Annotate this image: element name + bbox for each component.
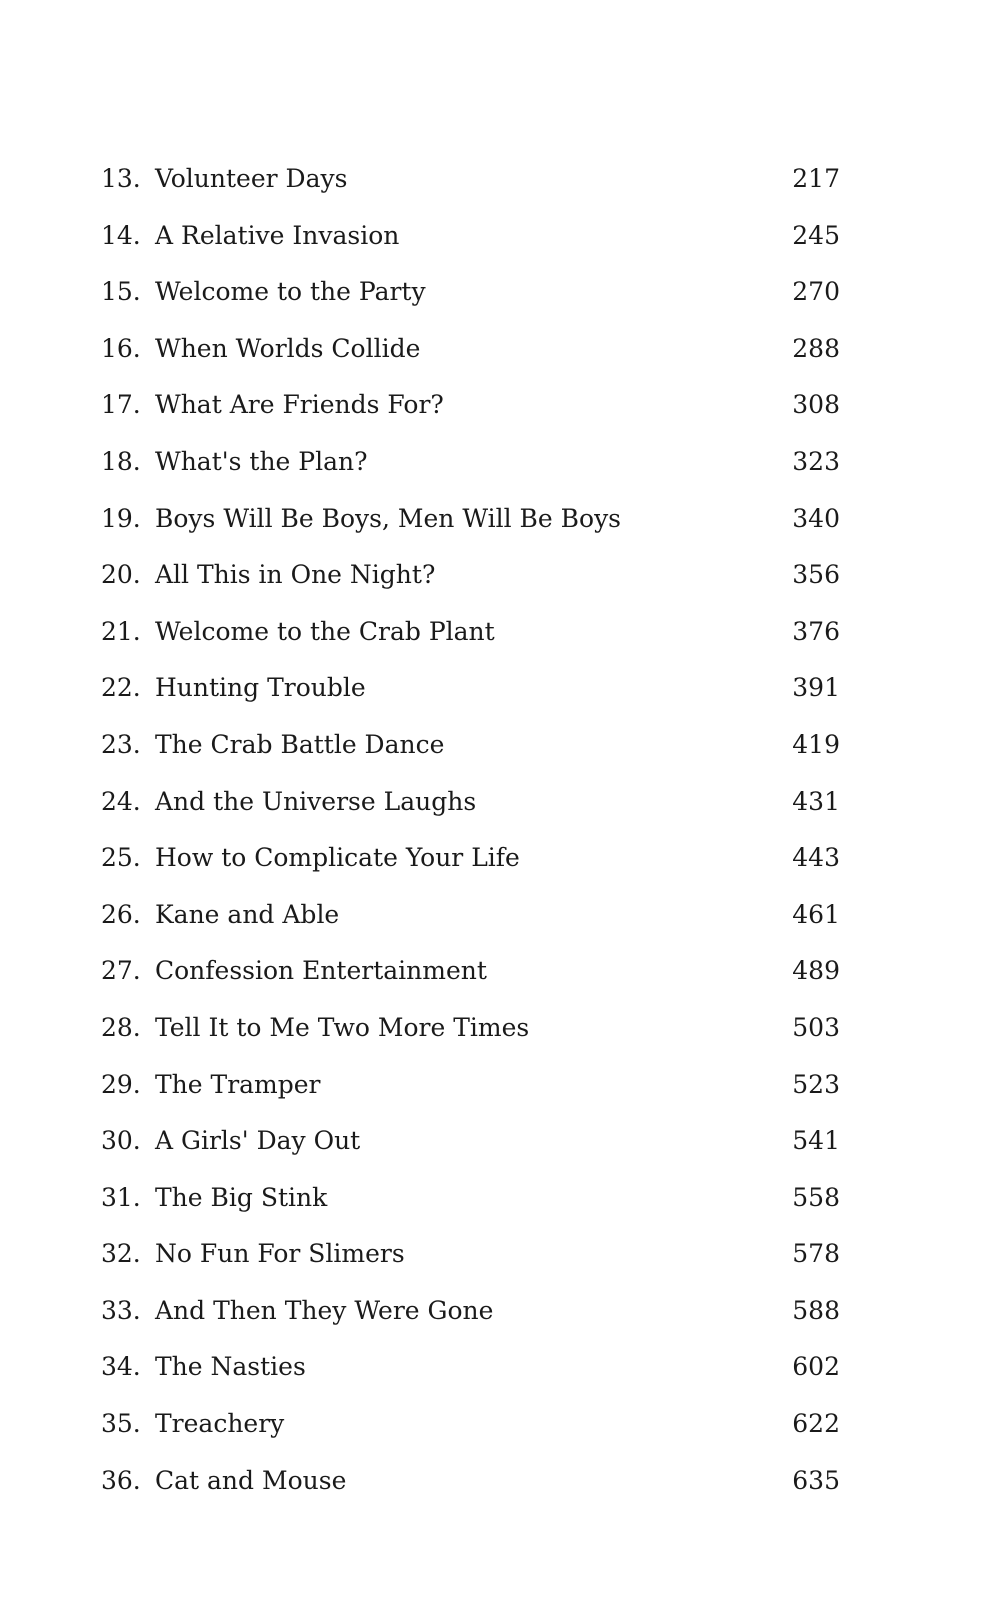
chapter-title: Kane and Able bbox=[155, 899, 340, 929]
chapter-title: When Worlds Collide bbox=[155, 333, 421, 363]
toc-entry bbox=[101, 675, 840, 732]
toc-entry bbox=[101, 899, 840, 959]
toc-entry bbox=[101, 1354, 840, 1411]
chapter-number: 24. bbox=[101, 786, 141, 816]
page-number: 503 bbox=[792, 1012, 840, 1042]
chapter-number: 31. bbox=[101, 1182, 141, 1212]
chapter-title: The Tramper bbox=[155, 1069, 321, 1099]
toc-entry bbox=[101, 729, 840, 789]
page-number: 635 bbox=[792, 1465, 840, 1495]
toc-entry bbox=[101, 1295, 840, 1355]
page-number: 308 bbox=[792, 390, 840, 420]
chapter-title: Hunting Trouble bbox=[155, 673, 366, 703]
page-number: 588 bbox=[792, 1295, 840, 1325]
toc-entry bbox=[101, 845, 840, 902]
chapter-title: Volunteer Days bbox=[155, 164, 348, 193]
page-number: 288 bbox=[792, 333, 840, 363]
chapter-number: 27. bbox=[101, 956, 141, 986]
chapter-title: Confession Entertainment bbox=[155, 956, 487, 986]
chapter-number: 14. bbox=[101, 220, 141, 250]
chapter-title: What's the Plan? bbox=[155, 446, 368, 476]
chapter-number: 30. bbox=[101, 1126, 141, 1156]
toc-entry bbox=[101, 1182, 840, 1242]
chapter-number: 18. bbox=[101, 446, 141, 476]
page-number: 489 bbox=[792, 956, 840, 986]
chapter-title: A Girls' Day Out bbox=[155, 1126, 361, 1156]
page-number: 376 bbox=[792, 616, 840, 646]
toc-entry bbox=[101, 1012, 840, 1072]
chapter-number: 32. bbox=[101, 1239, 141, 1269]
toc-entry bbox=[101, 616, 840, 676]
page-number: 622 bbox=[792, 1409, 840, 1439]
toc-entry bbox=[101, 392, 840, 449]
chapter-title: The Crab Battle Dance bbox=[155, 729, 445, 759]
chapter-number: 29. bbox=[101, 1069, 141, 1099]
page-number: 461 bbox=[792, 899, 840, 929]
chapter-number: 19. bbox=[101, 503, 141, 533]
chapter-number: 22. bbox=[101, 673, 141, 703]
page-number: 270 bbox=[792, 277, 840, 307]
chapter-title: And the Universe Laughs bbox=[155, 786, 477, 816]
chapter-title: How to Complicate Your Life bbox=[155, 843, 520, 873]
page-number: 323 bbox=[792, 446, 840, 476]
chapter-number: 20. bbox=[101, 560, 141, 590]
chapter-title: The Nasties bbox=[155, 1352, 306, 1382]
chapter-number: 25. bbox=[101, 843, 141, 873]
chapter-title: No Fun For Slimers bbox=[155, 1239, 405, 1269]
page-number: 602 bbox=[792, 1352, 840, 1382]
page-number: 245 bbox=[792, 220, 840, 250]
chapter-number: 15. bbox=[101, 277, 141, 307]
chapter-number: 34. bbox=[101, 1352, 141, 1382]
page-number: 541 bbox=[792, 1126, 840, 1156]
page-number: 419 bbox=[792, 729, 840, 759]
chapter-title: The Big Stink bbox=[155, 1182, 328, 1212]
chapter-title: And Then They Were Gone bbox=[155, 1295, 494, 1325]
table-of-contents bbox=[101, 166, 840, 1524]
page-number: 431 bbox=[792, 786, 840, 816]
chapter-title: Welcome to the Party bbox=[155, 277, 426, 307]
toc-entry bbox=[101, 446, 840, 506]
chapter-number: 17. bbox=[101, 390, 141, 420]
page-number: 340 bbox=[792, 503, 840, 533]
page-number: 558 bbox=[792, 1182, 840, 1212]
toc-entry bbox=[101, 1069, 840, 1129]
page-number: 391 bbox=[792, 673, 840, 703]
toc-entry bbox=[101, 1465, 840, 1525]
toc-entry bbox=[101, 562, 840, 619]
chapter-number: 28. bbox=[101, 1012, 141, 1042]
toc-entry bbox=[101, 1411, 840, 1468]
chapter-title: Boys Will Be Boys, Men Will Be Boys bbox=[155, 503, 622, 533]
chapter-title: Welcome to the Crab Plant bbox=[155, 616, 495, 646]
chapter-title: A Relative Invasion bbox=[155, 220, 400, 250]
chapter-title: Tell It to Me Two More Times bbox=[155, 1012, 530, 1042]
chapter-title: Treachery bbox=[155, 1409, 285, 1439]
chapter-title: What Are Friends For? bbox=[155, 390, 444, 420]
page-number: 578 bbox=[792, 1239, 840, 1269]
chapter-title: Cat and Mouse bbox=[155, 1465, 347, 1495]
toc-entry bbox=[101, 1128, 840, 1185]
toc-entry bbox=[101, 1241, 840, 1298]
chapter-number: 35. bbox=[101, 1409, 141, 1439]
toc-entry bbox=[101, 333, 840, 393]
toc-entry bbox=[101, 786, 840, 846]
chapter-title: All This in One Night? bbox=[155, 560, 436, 590]
chapter-number: 13. bbox=[101, 164, 141, 193]
page-number: 356 bbox=[792, 560, 840, 590]
page-number: 217 bbox=[792, 164, 840, 193]
chapter-number: 23. bbox=[101, 729, 141, 759]
toc-entry bbox=[101, 503, 840, 563]
toc-entry bbox=[101, 166, 840, 223]
toc-entry bbox=[101, 279, 840, 336]
chapter-number: 21. bbox=[101, 616, 141, 646]
page-number: 443 bbox=[792, 843, 840, 873]
chapter-number: 36. bbox=[101, 1465, 141, 1495]
chapter-number: 33. bbox=[101, 1295, 141, 1325]
chapter-number: 16. bbox=[101, 333, 141, 363]
page-number: 523 bbox=[792, 1069, 840, 1099]
toc-entry bbox=[101, 220, 840, 280]
chapter-number: 26. bbox=[101, 899, 141, 929]
toc-entry bbox=[101, 958, 840, 1015]
